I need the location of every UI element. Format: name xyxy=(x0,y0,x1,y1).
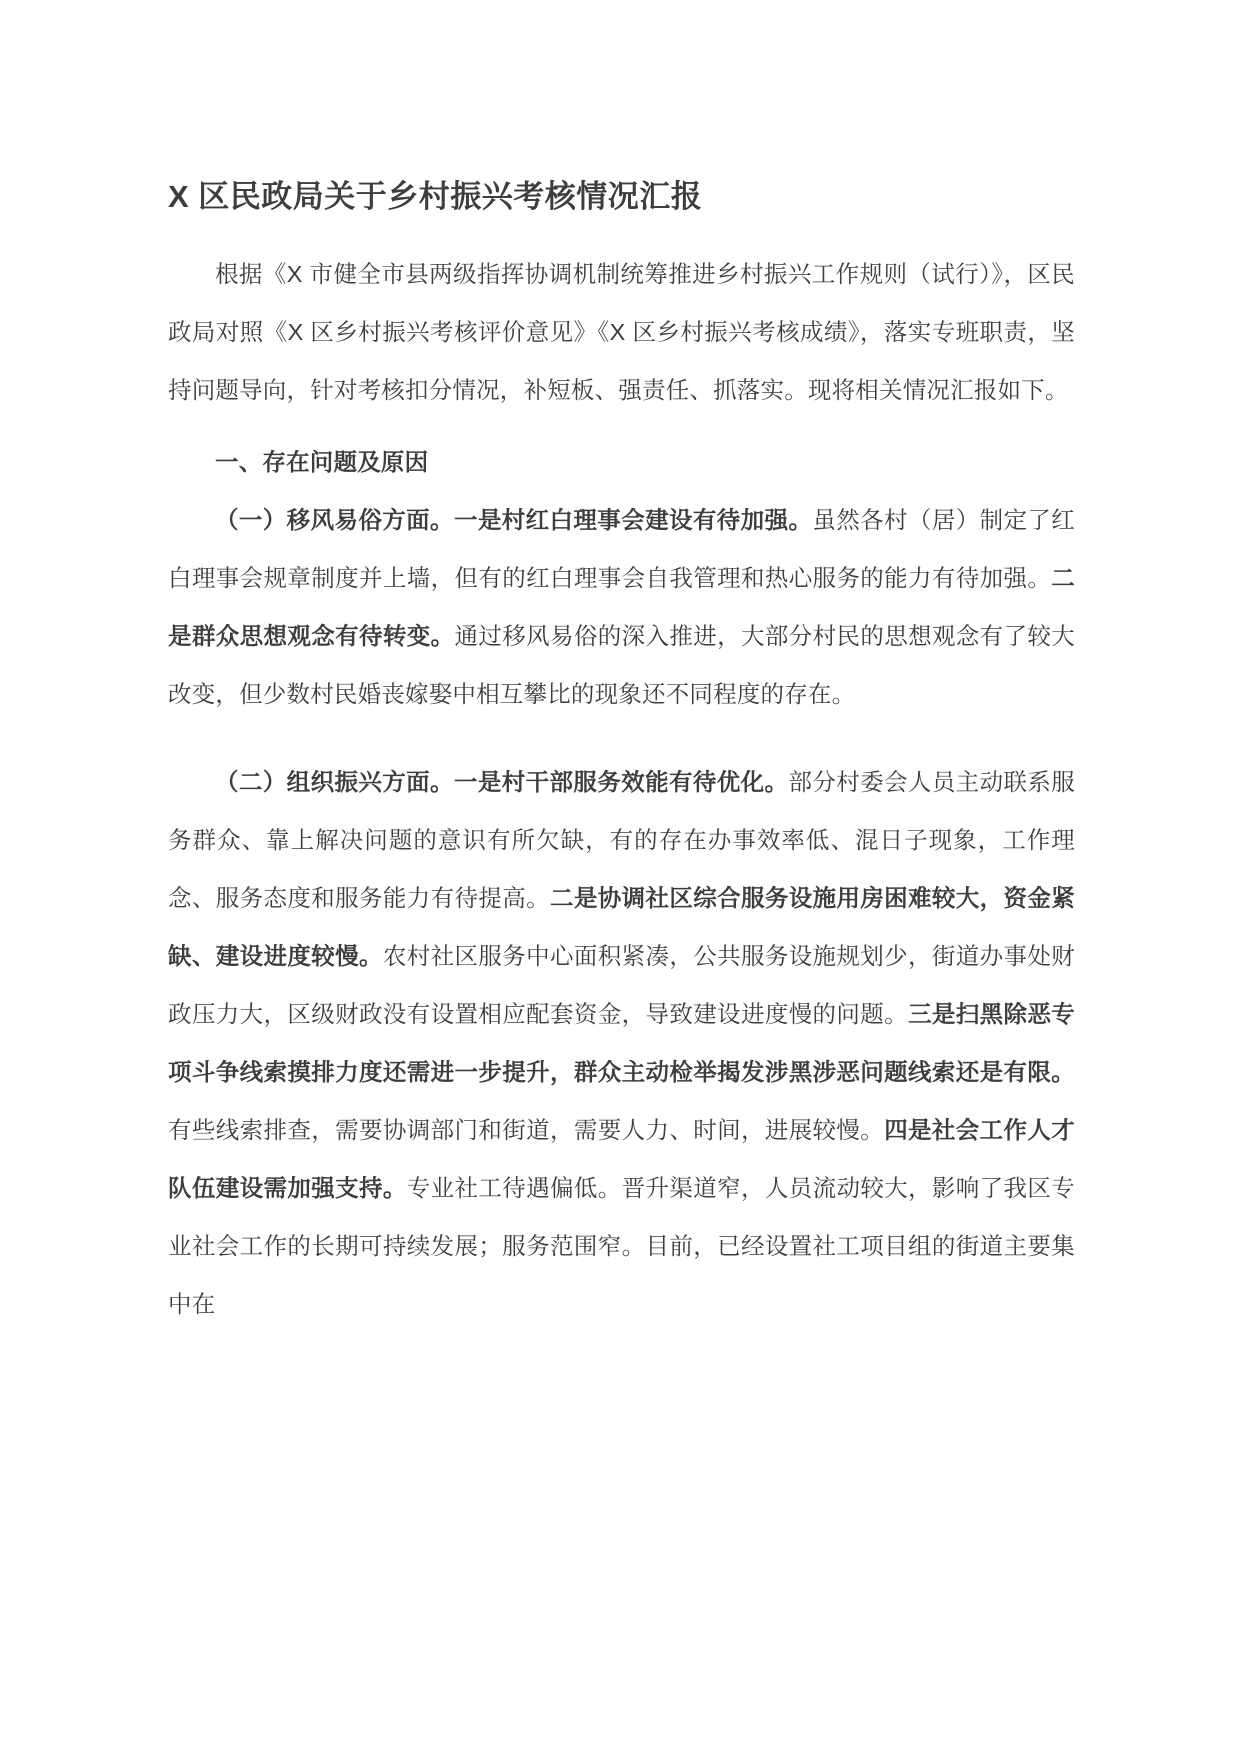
section-heading-one: 一、存在问题及原因 xyxy=(215,449,429,475)
bold-text-run: （一）移风易俗方面。一是村红白理事会建设有待加强。 xyxy=(215,507,813,533)
bold-text-run: 三是扫黑除恶专项斗争线索摸排力度还需进一步提升，群众主动检举揭发涉黑涉恶问题线索还是有限。 xyxy=(168,1001,1075,1085)
bold-text-run: 二是群众思想观念有待转变。 xyxy=(168,565,1075,649)
text-run: 虽然各村（居）制定了红白理事会规章制度并上墙，但有的红白理事会自我管理和热心服务的能力有待加强。 xyxy=(168,507,1076,591)
bold-text-run: 四是社会工作人才队伍建设需加强支持。 xyxy=(168,1117,1075,1201)
subsection-one-paragraph xyxy=(168,491,1075,723)
subsection-two-paragraph xyxy=(168,753,1075,1333)
text-run: 部分村委会人员主动联系服务群众、靠上解决问题的意识有所欠缺，有的存在办事效率低、混日子现象，工作理念、服务态度和服务能力有待提高。 xyxy=(168,769,1075,911)
spacer-after-intro xyxy=(168,419,1075,433)
intro-paragraph xyxy=(168,245,1075,419)
text-run: 有些线索排查，需要协调部门和街道，需要人力、时间，进展较慢。 xyxy=(168,1117,885,1143)
spacer-between-subsections xyxy=(168,723,1075,753)
bold-text-run: 二是协调社区综合服务设施用房困难较大，资金紧缺、建设进度较慢。 xyxy=(168,885,1075,969)
text-run: 专业社工待遇偏低。晋升渠道窄，人员流动较大，影响了我区专业社会工作的长期可持续发展；服务范围窄。目前，已经设置社工项目组的街道主要集中在 xyxy=(168,1175,1075,1317)
text-run: 农村社区服务中心面积紧凑，公共服务设施规划少，街道办事处财政压力大，区级财政没有设置相应配套资金，导致建设进度慢的问题。 xyxy=(168,943,1075,1027)
text-run: 根据《X 市健全市县两级指挥协调机制统筹推进乡村振兴工作规则（试行）》，区民政局对照《X 区乡村振兴考核评价意见》《X 区乡村振兴考核成绩》，落实专班职责，坚持问题导向，针对考核扣分情况，补短板、强责任、抓落实。现将相关情况汇报如下。 xyxy=(168,261,1075,403)
page-title: X 区民政局关于乡村振兴考核情况汇报 xyxy=(168,179,703,214)
bold-text-run: （二）组织振兴方面。一是村干部服务效能有待优化。 xyxy=(215,769,789,795)
text-run: 通过移风易俗的深入推进，大部分村民的思想观念有了较大改变，但少数村民婚丧嫁娶中相互攀比的现象还不同程度的存在。 xyxy=(168,623,1076,707)
